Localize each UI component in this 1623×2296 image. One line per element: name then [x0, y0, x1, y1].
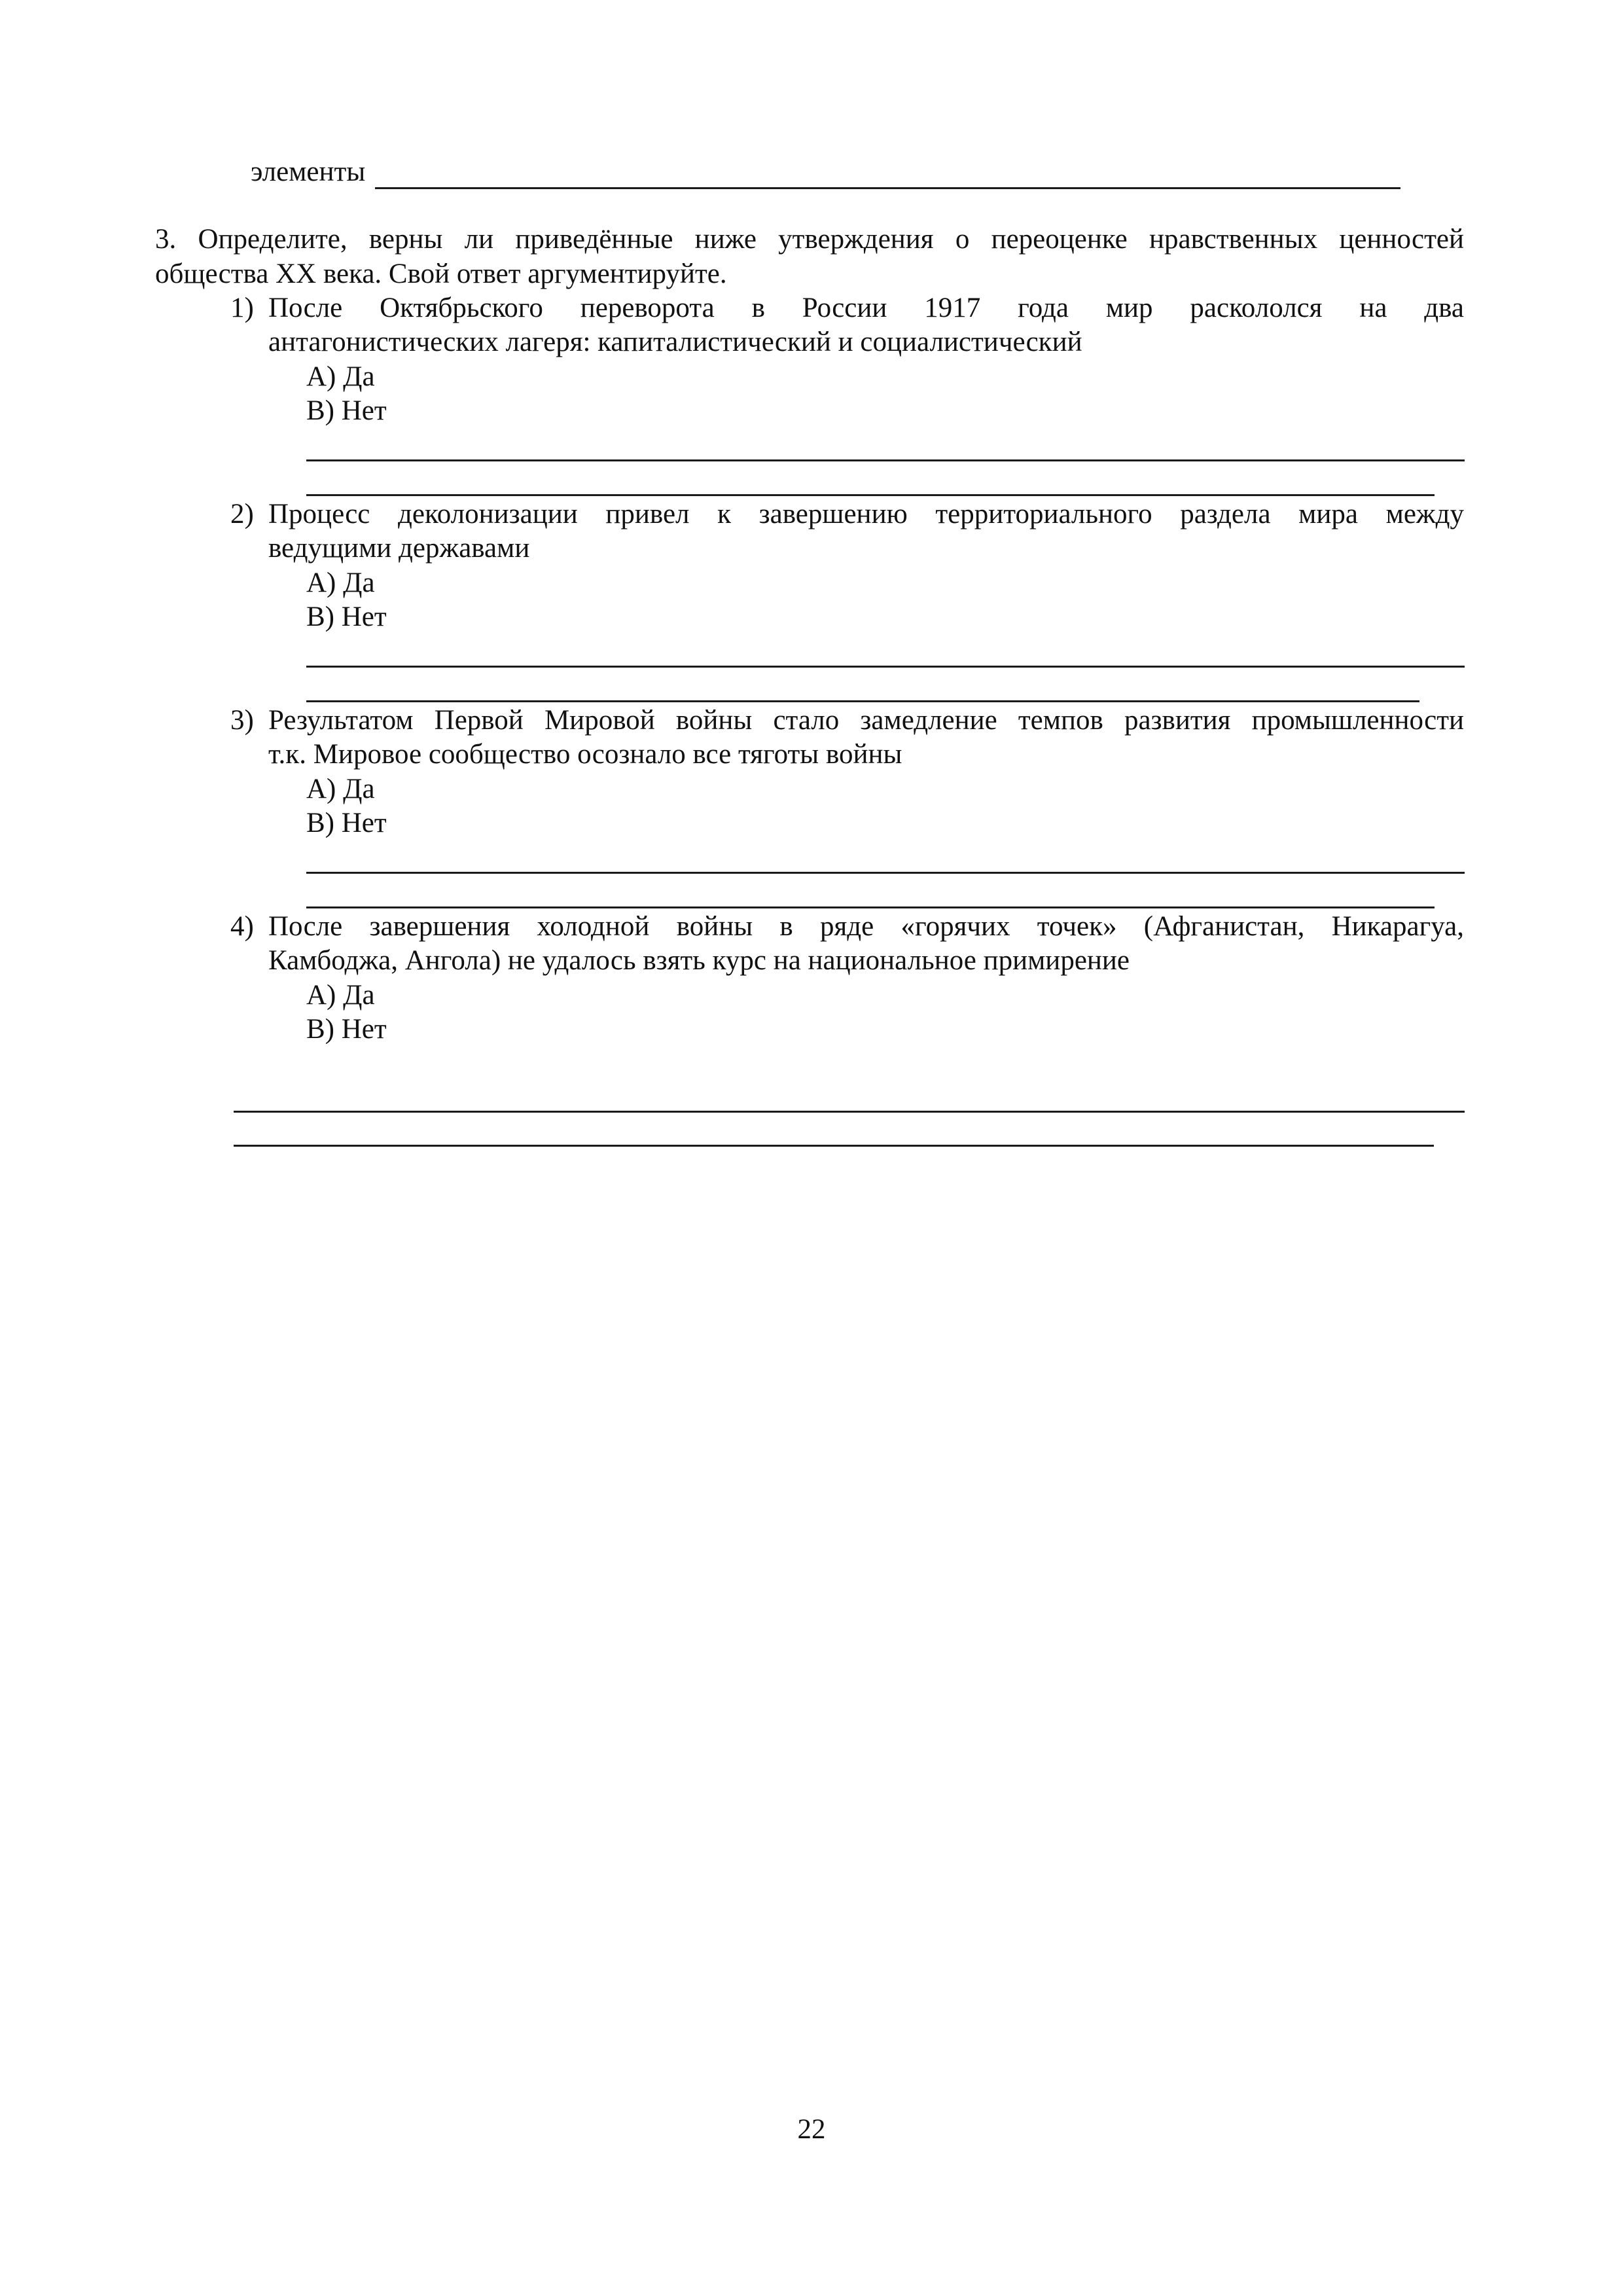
question-1-answer-line-1[interactable]	[306, 459, 1465, 461]
question-2-option-b[interactable]: В) Нет	[306, 601, 387, 632]
question-3-option-b[interactable]: В) Нет	[306, 808, 387, 838]
question-3-option-a[interactable]: А) Да	[306, 774, 375, 804]
question-1-answer-line-2[interactable]	[306, 494, 1435, 496]
question-1-line-1: После Октябрьского переворота в России 1917 года мир раскололся на два	[268, 293, 1464, 323]
question-2-marker: 2)	[230, 499, 254, 529]
question-1-option-a[interactable]: А) Да	[306, 361, 375, 392]
question-4-line-2: Камбоджа, Ангола) не удалось взять курс на национальное примирение	[268, 945, 1130, 976]
question-2-line-2: ведущими державами	[268, 533, 530, 564]
question-4-line-1: После завершения холодной войны в ряде «горячих точек» (Афганистан, Никарагуа,	[268, 911, 1464, 942]
question-2-option-a[interactable]: А) Да	[306, 567, 375, 598]
question-4-option-b[interactable]: В) Нет	[306, 1014, 387, 1045]
task-heading-line-1: 3. Определите, верны ли приведённые ниже утверждения о переоценке нравственных ценностей	[155, 224, 1464, 255]
question-2-line-1: Процесс деколонизации привел к завершению территориального раздела мира между	[268, 499, 1464, 529]
question-3-line-1: Результатом Первой Мировой войны стало замедление темпов развития промышленности	[268, 705, 1464, 736]
question-2-answer-line-1[interactable]	[306, 666, 1465, 668]
question-1-option-b[interactable]: В) Нет	[306, 395, 387, 426]
page-number: 22	[797, 2114, 826, 2145]
question-4-answer-line-1[interactable]	[234, 1111, 1465, 1113]
question-2-answer-line-2[interactable]	[306, 700, 1419, 702]
question-4-marker: 4)	[230, 911, 254, 942]
question-3-marker: 3)	[230, 705, 254, 736]
question-1-line-2: антагонистических лагеря: капиталистический и социалистический	[268, 327, 1082, 357]
question-1-marker: 1)	[230, 293, 254, 323]
question-4-answer-line-2[interactable]	[234, 1145, 1434, 1147]
question-4-option-a[interactable]: А) Да	[306, 980, 375, 1011]
question-3-line-2: т.к. Мировое сообщество осознало все тяготы войны	[268, 739, 902, 770]
elements-label: элементы	[251, 156, 366, 187]
question-3-answer-line-1[interactable]	[306, 872, 1465, 874]
question-3-answer-line-2[interactable]	[306, 906, 1435, 908]
task-heading-line-2: общества XX века. Свой ответ аргументируйте.	[155, 259, 727, 289]
elements-answer-line[interactable]	[375, 187, 1400, 189]
